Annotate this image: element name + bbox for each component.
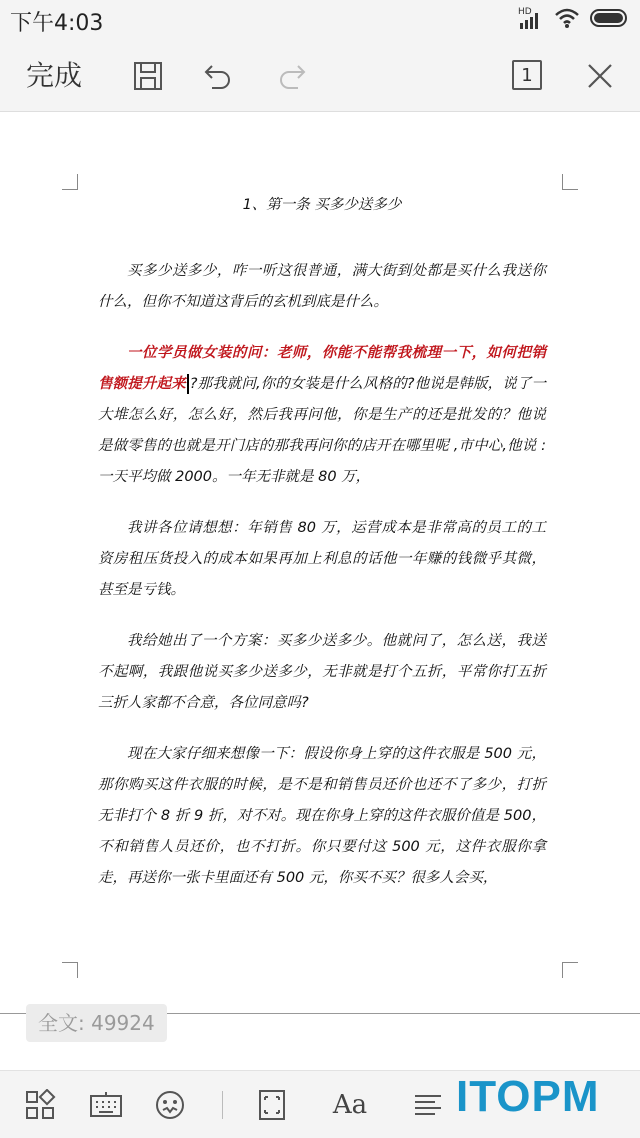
watermark-logo: ITOPM (456, 1072, 600, 1121)
paragraph-align-icon[interactable] (408, 1085, 448, 1125)
document-title: 1、第一条 买多少送多少 (242, 197, 402, 213)
save-icon[interactable] (128, 56, 168, 96)
paragraph-2-rest: ?那我就问,你的女装是什么风格的?他说是韩版，说了一大堆怎么好，怎么好，然后我再问他，你是生产的还是批发的？他说是做零售的也就是开门店的那我再问你的店开在哪里呢 ,市中心,他说 :一天平均做 2000。一年无非就是 80 万， (98, 376, 547, 485)
crop-mark-bottom-right (562, 962, 578, 978)
fullscreen-icon[interactable] (252, 1085, 292, 1125)
crop-mark-bottom-left (62, 962, 78, 978)
close-icon[interactable] (580, 56, 620, 96)
paragraph-5: 现在大家仔细来想像一下：假设你身上穿的这件衣服是 500 元，那你购买这件衣服的时候，是不是和销售员还价也还不了多少，打折无非打个 8 折 9 折，对不对。现在你身上穿的这件衣服价值是 500，不和销售人员还价，也不打折。你只要付这 500 元，这件衣服你拿走，再送你一张卡里面还有 500 元，你买不买？很多人会买， (98, 746, 546, 886)
battery-icon (590, 8, 630, 32)
highlighted-question: 一位学员做女装的问：老师，你能不能帮我梳理一下，如何把销售额提升起来 (98, 345, 546, 392)
redo-icon[interactable] (272, 56, 312, 96)
crop-mark-top-left (62, 174, 78, 190)
paragraph-2 (98, 338, 546, 493)
page-count-button[interactable]: 1 (512, 60, 542, 90)
status-bar (0, 0, 640, 40)
hd-badge: HD (518, 7, 532, 17)
status-icons (518, 6, 630, 34)
paragraph-3: 我讲各位请想想：年销售 80 万，运营成本是非常高的员工的工资房租压货投入的成本如果再加上利息的话他一年赚的钱微乎其微，甚至是亏钱。 (98, 520, 546, 598)
wifi-icon (554, 7, 580, 33)
document-page[interactable] (0, 112, 640, 1012)
text-cursor (187, 374, 189, 394)
toolbar-divider (222, 1091, 223, 1119)
signal-icon (518, 9, 544, 31)
top-toolbar (0, 40, 640, 112)
paragraph-4: 我给她出了一个方案：买多少送多少。他就问了，怎么送，我送不起啊，我跟他说买多少送多少，无非就是打个五折，平常你打五折三折人家都不合意，各位同意吗? (98, 633, 546, 711)
apps-icon[interactable] (20, 1085, 60, 1125)
status-time: 下午4:03 (10, 11, 104, 36)
font-format-icon[interactable]: Aa (332, 1090, 368, 1120)
keyboard-icon[interactable] (86, 1085, 126, 1125)
document-body[interactable] (98, 192, 546, 914)
assistant-icon[interactable] (150, 1085, 190, 1125)
undo-icon[interactable] (198, 56, 238, 96)
paragraph-1: 买多少送多少，咋一听这很普通，满大街到处都是买什么我送你什么，但你不知道这背后的玄机到底是什么。 (98, 263, 546, 310)
crop-mark-top-right (562, 174, 578, 190)
word-count: 全文: 49924 (26, 1004, 167, 1042)
done-button[interactable]: 完成 (26, 59, 83, 92)
